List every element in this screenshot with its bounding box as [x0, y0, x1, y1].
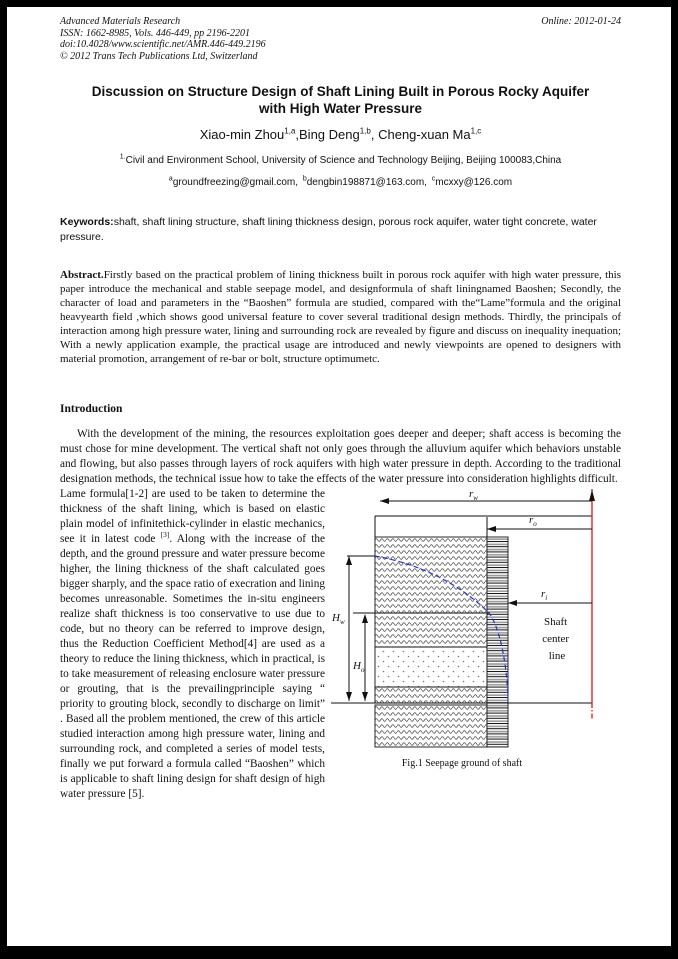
dim-arrow-ro — [487, 514, 592, 532]
shaft-lining-column — [487, 537, 508, 747]
email-3-sup: c — [431, 175, 436, 183]
email-3-text: mcxxy@126.com — [435, 177, 513, 188]
aquifer-layer-4 — [375, 705, 487, 747]
dim-arrow-ho — [352, 614, 368, 701]
affiliation-text: Civil and Environment School, University of Science and Technology Beijing, Beijing 100083,China — [125, 155, 562, 166]
figure-1 — [331, 489, 621, 771]
email-1-text: groundfreezing@gmail.com, — [172, 177, 299, 188]
introduction-heading: Introduction — [60, 403, 123, 415]
sand-layer — [375, 647, 487, 687]
abstract — [60, 268, 621, 366]
author-3-sup: 1,c — [470, 126, 482, 136]
author-1 — [200, 127, 299, 142]
dim-arrow-ri — [508, 588, 592, 606]
online-date: Online: 2012-01-24 — [541, 16, 621, 27]
label-ho: $H_o$ — [353, 660, 365, 674]
seepage-figure — [331, 489, 621, 751]
author-3 — [378, 127, 481, 142]
center-line-top-arrowhead — [589, 490, 595, 501]
abstract-text: Firstly based on the practical problem of lining thickness built in porous rock aquifer with high water pressure, this paper introduce the mechanical and stable seepage model, and designformula of shaft liningnamed Baoshen; Secondly, the character of load and parameters in the “Baoshen” formula are studied, compared with the“Lame”formula and the original heavyearth field ,which shows good universal feature to cover several traditional design methods. Thirdly, the principals of interaction among high pressure water, lining and surrounding rock are revealed by figure and discuss on inequality inequation; With a newly application example, the practical usage are introduced and newly viewpoints are opened to designers with material promotion, arrangement of re-bar or bolt, structure optimumetc. — [60, 269, 622, 365]
label-ro: $r_o$ — [529, 514, 537, 528]
shaft-center-line-label: Shaft center line — [542, 616, 570, 662]
author-1-sep: , — [295, 127, 300, 142]
issn-line: ISSN: 1662-8985, Vols. 446-449, pp 2196-2201 — [60, 27, 250, 39]
email-2-text: dengbin198871@163.com, — [306, 177, 427, 188]
keywords-text: shaft, shaft lining structure, shaft lining thickness design, porous rock aquifer, water tight concrete, water pressure. — [60, 216, 597, 243]
keywords — [60, 215, 621, 245]
author-2-sep: , — [370, 127, 379, 142]
content — [7, 7, 671, 807]
journal-info — [60, 16, 266, 62]
authors-line — [60, 127, 621, 142]
email-1 — [169, 177, 298, 188]
email-2 — [303, 177, 427, 188]
keywords-label: Keywords: — [60, 216, 114, 228]
aquifer-layer-2 — [375, 613, 487, 647]
label-ri: $r_i$ — [541, 588, 548, 602]
author-2-name: Bing Deng — [299, 127, 360, 142]
intro-paragraph-2 — [60, 487, 621, 807]
figure-caption: Fig.1 Seepage ground of shaft — [401, 758, 523, 769]
label-hw: $H_w$ — [332, 612, 345, 626]
email-1-sup: a — [168, 175, 173, 183]
intro-paragraph-1: With the development of the mining, the resources exploitation goes deeper and deeper; shaft access is becoming the must chose for mine development. The vertical shaft not only goes through the alluvium aquifer which behaviors unstable and flowing, but also passes through layers of rock aquifers with high water pressure in depth. According to the traditional designation methods, the technical issue how to take the effects of the water pressure into consideration highlights difficult. — [60, 428, 621, 485]
label-rw: $r_w$ — [469, 489, 478, 502]
author-2-sup: 1,b — [359, 126, 371, 136]
abstract-label: Abstract. — [60, 269, 104, 281]
email-3 — [432, 177, 512, 188]
dim-arrow-rw — [380, 489, 592, 504]
header — [60, 16, 621, 62]
author-1-sup: 1,a — [284, 126, 296, 136]
citation-3-sup: [3] — [160, 530, 170, 540]
aquifer-layer-3 — [375, 687, 487, 703]
aquifer-layer-1 — [375, 537, 487, 613]
affiliation-line — [60, 155, 621, 166]
author-3-name: Cheng-xuan Ma — [378, 127, 471, 142]
dim-arrow-hw — [331, 556, 352, 701]
intro-paragraph-2-text-b: . Along with the increase of the depth, and the ground pressure and water pressure become higher, the lining thickness of the shaft calculated goes bigger sharply, and the space ratio of execration and lining becomes unreasonable. Sometimes the in-situ engineers realize shaft thickness is too conservative to use due to code, but no theory can be referred to improve design, thus the Reduction Coefficient Method[4] are used as a theory to reduce the lining thickness, which in practical, is to take measurement of releasing enclosure water pressure or grouting, that is the prevailingprinciple saying “ priority to grouting block, secondly to discharge on limit” . Based all the problem mentioned, the crew of this article studied interaction among high pressure water, lining and surrounding rock, and completed a series of model tests, finally we put forward a formula called “Baoshen” which is applicable to shaft lining design for shaft design of high water pressure [5]. — [60, 533, 325, 800]
doi-line: doi:10.4028/www.scientific.net/AMR.446-449.2196 — [60, 39, 266, 50]
affiliation-sup: 1. — [119, 153, 126, 161]
emails-line — [60, 177, 621, 188]
author-1-name: Xiao-min Zhou — [199, 127, 285, 142]
journal-title: Advanced Materials Research — [60, 16, 181, 27]
intro-paragraph-2-text-a: Lame formula[1-2] are used to be taken to determine the thickness of the shaft lining, which is based on elastic plain model of infinitethick-cylinder in elastic mechanics, see it in latest code — [60, 488, 325, 545]
copyright-line: © 2012 Trans Tech Publications Ltd, Switzerland — [60, 50, 258, 62]
paper-title: Discussion on Structure Design of Shaft Lining Built in Porous Rocky Aquifer with High Water Pressure — [91, 84, 590, 116]
author-2 — [299, 127, 378, 142]
email-2-sup: b — [302, 175, 307, 183]
